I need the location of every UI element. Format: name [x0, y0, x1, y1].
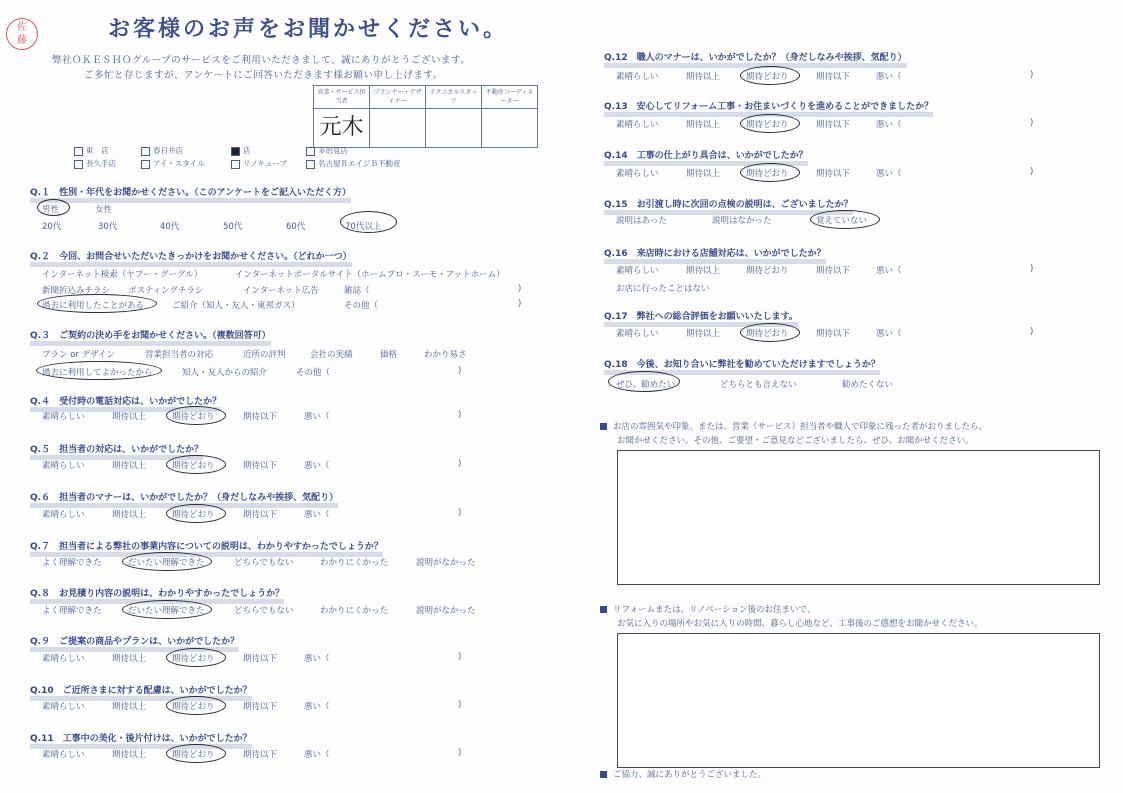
paren-close: ): [458, 748, 462, 758]
checkbox-icon: [141, 147, 150, 156]
q12-option-0[interactable]: 素晴らしい: [616, 72, 659, 82]
store-checked[interactable]: 店: [231, 145, 251, 156]
q11-option-2[interactable]: 期待どおり: [172, 750, 215, 760]
seal-stamp: 佐藤: [6, 18, 38, 50]
answer-circle: [740, 163, 800, 182]
staff-header-technical: テクニカルスタッフ: [426, 86, 482, 109]
q2-opt-webad[interactable]: インターネット広告: [243, 286, 319, 296]
q2-opt-newspaper[interactable]: 新聞折込みチラシ: [42, 286, 111, 296]
q17-option-2[interactable]: 期待どおり: [746, 329, 789, 339]
q9-option-3[interactable]: 期待以下: [243, 654, 278, 664]
checkbox-checked-icon: [231, 147, 240, 156]
q2-opt-other[interactable]: その他（: [344, 301, 379, 311]
staff-header-realestate: 不動産コーディネーター: [482, 86, 538, 109]
free2-textarea[interactable]: [617, 633, 1100, 768]
q10-option-4[interactable]: 悪い（: [304, 702, 330, 712]
q7-option-0[interactable]: よく理解できた: [42, 558, 102, 568]
q6-option-0[interactable]: 素晴らしい: [42, 510, 85, 520]
paren-close: ): [1030, 327, 1034, 337]
q2-opt-search[interactable]: インターネット検索（ヤフー・グーグル）: [42, 270, 203, 280]
q18-label: Q.18 今後、お知り合いに弊社を勧めていただけますでしょうか？: [604, 357, 880, 370]
checkbox-icon: [306, 147, 315, 156]
q3-opt-sales[interactable]: 営業担当者の対応: [145, 350, 214, 360]
q14-option-1[interactable]: 期待以上: [686, 169, 721, 179]
staff-cell-realestate[interactable]: [482, 109, 538, 148]
q18-opt-no[interactable]: 勧めたくない: [842, 380, 894, 390]
q1-age-50[interactable]: 50代: [223, 222, 243, 232]
paren-close: ): [458, 366, 462, 376]
q14-label: Q.14 工事の仕上がり具合は、いかがでしたか？: [604, 148, 808, 161]
q14-option-3[interactable]: 期待以下: [816, 169, 851, 179]
q2-opt-referral[interactable]: ご紹介（知人・友人・東邦ガス）: [172, 301, 300, 311]
answer-circle: [810, 210, 880, 229]
q8-option-3[interactable]: わかりにくかった: [320, 606, 389, 616]
answer-circle: [122, 600, 212, 619]
q1-male[interactable]: 男性: [42, 205, 60, 215]
answer-circle: [740, 323, 800, 342]
q13-option-2[interactable]: 期待どおり: [746, 120, 789, 130]
q11-option-1[interactable]: 期待以上: [112, 750, 147, 760]
q17-option-4[interactable]: 悪い（: [876, 329, 902, 339]
answer-circle: [740, 66, 800, 85]
q2-opt-posting[interactable]: ポスティングチラシ: [128, 286, 204, 296]
q15-opt-not-explained[interactable]: 説明はなかった: [712, 216, 772, 226]
q11-option-3[interactable]: 期待以下: [243, 750, 278, 760]
q17-option-3[interactable]: 期待以下: [816, 329, 851, 339]
checkbox-icon: [74, 160, 83, 169]
q8-option-2[interactable]: どちらでもない: [234, 606, 294, 616]
q17-label: Q.17 弊社への総合評価をお願いいたします。: [604, 309, 798, 322]
paren-close: ): [518, 299, 522, 309]
q6-option-1[interactable]: 期待以上: [112, 510, 147, 520]
q8-option-1[interactable]: だいたい理解できた: [128, 606, 205, 616]
q1-age-30[interactable]: 30代: [98, 222, 118, 232]
q3-opt-clarity[interactable]: わかり易さ: [424, 350, 467, 360]
q3-opt-record[interactable]: 会社の実績: [310, 350, 353, 360]
free2-prompt-line2: お気に入りの場所やお気に入りの時間、暮らし心地など、工事後のご感想をお聞かせください。: [617, 619, 983, 629]
q18-opt-yes[interactable]: ぜひ、勧めたい: [616, 380, 676, 390]
paren-close: ): [1030, 118, 1034, 128]
q1-female[interactable]: 女性: [95, 205, 113, 215]
answer-circle: [166, 648, 226, 667]
bullet-icon: [600, 606, 607, 613]
q2-opt-portal[interactable]: インターネットポータルサイト（ホームプロ・スーモ・アットホーム）: [235, 270, 505, 280]
q2-opt-past-use[interactable]: 過去に利用したことがある: [42, 301, 145, 311]
q5-option-2[interactable]: 期待どおり: [172, 461, 215, 471]
answer-circle: [166, 455, 226, 474]
q18-opt-neutral[interactable]: どちらとも言えない: [720, 380, 797, 390]
paren-close: ): [458, 652, 462, 662]
q1-age-70plus[interactable]: 70代以上: [345, 222, 382, 232]
q5-option-1[interactable]: 期待以上: [112, 461, 147, 471]
q14-option-4[interactable]: 悪い（: [876, 169, 902, 179]
q5-option-0[interactable]: 素晴らしい: [42, 461, 85, 471]
q3-opt-reputation[interactable]: 近所の評判: [243, 350, 286, 360]
q8-label: Q.８ お見積り内容の説明は、わかりやすかったでしょうか？: [30, 586, 284, 599]
paren-close: ): [458, 459, 462, 469]
q1-label: Q.１ 性別・年代をお聞かせください。（このアンケートをご記入いただく方）: [30, 185, 351, 198]
q16-label: Q.16 来店時における店舗対応は、いかがでしたか？: [604, 246, 826, 259]
q15-opt-dont-remember[interactable]: 覚えていない: [816, 216, 868, 226]
q4-option-4[interactable]: 悪い（: [304, 412, 330, 422]
q3-opt-other[interactable]: その他（: [296, 368, 331, 378]
q5-option-4[interactable]: 悪い（: [304, 461, 330, 471]
q14-option-2[interactable]: 期待どおり: [746, 169, 789, 179]
store-east[interactable]: 東 店: [74, 145, 109, 156]
staff-cell-planner[interactable]: [370, 109, 426, 148]
q3-opt-friend[interactable]: 知人・友人からの紹介: [182, 368, 268, 378]
q12-label: Q.12 職人のマナーは、いかがでしたか？（身だしなみや挨拶、気配り）: [604, 50, 907, 63]
store-nagakute[interactable]: 長久手店: [74, 158, 116, 169]
q13-option-3[interactable]: 期待以下: [816, 120, 851, 130]
page-title: お客様のお声をお聞かせください。: [108, 17, 509, 42]
q17-option-1[interactable]: 期待以上: [686, 329, 721, 339]
q7-option-3[interactable]: わかりにくかった: [320, 558, 389, 568]
q9-option-0[interactable]: 素晴らしい: [42, 654, 85, 664]
paren-close: ): [1030, 70, 1034, 80]
q4-option-1[interactable]: 期待以上: [112, 412, 147, 422]
answer-circle: [740, 114, 800, 133]
store-renocube[interactable]: リノキューブ: [231, 158, 287, 169]
store-kasugai[interactable]: 春日井店: [141, 145, 183, 156]
q2-opt-magazine[interactable]: 雑誌（: [344, 286, 370, 296]
q16-option-0[interactable]: 素晴らしい: [616, 266, 659, 276]
q13-option-1[interactable]: 期待以上: [686, 120, 721, 130]
q10-option-2[interactable]: 期待どおり: [172, 702, 215, 712]
q15-opt-explained[interactable]: 説明はあった: [616, 216, 667, 226]
q12-option-1[interactable]: 期待以上: [686, 72, 721, 82]
q16-opt-never-visited[interactable]: お店に行ったことはない: [616, 284, 710, 294]
q12-option-3[interactable]: 期待以下: [816, 72, 851, 82]
bullet-icon: [600, 771, 607, 778]
checkbox-icon: [141, 160, 150, 169]
staff-table: [313, 85, 538, 148]
paren-close: ): [458, 410, 462, 420]
q13-option-4[interactable]: 悪い（: [876, 120, 902, 130]
q7-option-4[interactable]: 説明がなかった: [416, 558, 476, 568]
q7-option-2[interactable]: どちらでもない: [234, 558, 294, 568]
staff-header-planner: プランナー・デザイナー: [370, 86, 426, 109]
free1-prompt-line2: お聞かせください。その他、ご要望・ご意見などございましたら、ぜひ、お聞かせください。: [617, 436, 974, 446]
q9-label: Q.９ ご提案の商品やプランは、いかがでしたか？: [30, 634, 239, 647]
q8-option-0[interactable]: よく理解できた: [42, 606, 102, 616]
q13-label: Q.13 安心してリフォーム工事・お住まいづくりを進めることができましたか？: [604, 99, 933, 112]
thanks-message: ご協力、誠にありがとうございました。: [600, 768, 766, 780]
answer-circle: [36, 361, 162, 380]
bullet-icon: [600, 423, 607, 430]
q10-option-3[interactable]: 期待以下: [243, 702, 278, 712]
q9-option-2[interactable]: 期待どおり: [172, 654, 215, 664]
q5-option-3[interactable]: 期待以下: [243, 461, 278, 471]
paren-close: ): [1030, 264, 1034, 274]
intro-line-1: 弊社ＯＫＥＳＨＯグループのサービスをご利用いただきまして、誠にありがとうございます。: [52, 55, 471, 66]
q4-option-0[interactable]: 素晴らしい: [42, 412, 85, 422]
q1-age-60[interactable]: 60代: [286, 222, 306, 232]
q4-option-2[interactable]: 期待どおり: [172, 412, 215, 422]
q16-option-1[interactable]: 期待以上: [686, 266, 721, 276]
q10-option-1[interactable]: 期待以上: [112, 702, 147, 712]
answer-circle: [340, 211, 397, 233]
free1-prompt-line1: お店の雰囲気や印象。または、営業（サービス）担当者や職人で印象に残った者がおりましたら、: [600, 420, 987, 432]
answer-circle: [122, 552, 212, 571]
q10-label: Q.10 ご近所さまに対する配慮は、いかがでしたか？: [30, 683, 252, 696]
q16-option-3[interactable]: 期待以下: [816, 266, 851, 276]
answer-circle: [37, 199, 70, 216]
q7-option-1[interactable]: だいたい理解できた: [128, 558, 205, 568]
q8-option-4[interactable]: 説明がなかった: [416, 606, 476, 616]
store-nagoya-realestate[interactable]: 名古屋ＲエイジＢ不動産: [306, 158, 401, 169]
checkbox-icon: [231, 160, 240, 169]
q3-opt-plan[interactable]: プラン or デザイン: [42, 350, 116, 360]
handwritten-name: 元木: [319, 115, 364, 140]
checkbox-icon: [74, 147, 83, 156]
answer-circle: [166, 744, 226, 763]
answer-circle: [166, 504, 226, 523]
q17-option-0[interactable]: 素晴らしい: [616, 329, 659, 339]
paren-close: ): [1030, 167, 1034, 177]
checkbox-icon: [306, 160, 315, 169]
answer-circle: [166, 696, 226, 715]
q6-option-4[interactable]: 悪い（: [304, 510, 330, 520]
q1-age-20[interactable]: 20代: [42, 222, 62, 232]
store-tajimi[interactable]: 多治見店: [306, 145, 348, 156]
q6-label: Q.６ 担当者のマナーは、いかがでしたか？（身だしなみや挨拶、気配り）: [30, 490, 338, 503]
staff-cell-technical[interactable]: [426, 109, 482, 148]
q4-option-3[interactable]: 期待以下: [243, 412, 278, 422]
q7-label: Q.７ 担当者による弊社の事業内容についての説明は、わかりやすかったでしょうか？: [30, 539, 383, 552]
paren-close: ): [458, 508, 462, 518]
q12-option-2[interactable]: 期待どおり: [746, 72, 789, 82]
q9-option-1[interactable]: 期待以上: [112, 654, 147, 664]
q11-label: Q.11 工事中の美化・後片付けは、いかがでしたか？: [30, 731, 252, 744]
q9-option-4[interactable]: 悪い（: [304, 654, 330, 664]
q11-option-4[interactable]: 悪い（: [304, 750, 330, 760]
staff-cell-sales[interactable]: [314, 109, 370, 148]
q11-option-0[interactable]: 素晴らしい: [42, 750, 85, 760]
store-istyle[interactable]: アイ・スタイル: [141, 158, 205, 169]
q14-option-0[interactable]: 素晴らしい: [616, 169, 659, 179]
answer-circle: [37, 294, 157, 313]
answer-circle: [166, 406, 226, 425]
q13-option-0[interactable]: 素晴らしい: [616, 120, 659, 130]
q6-option-2[interactable]: 期待どおり: [172, 510, 215, 520]
q12-option-4[interactable]: 悪い（: [876, 72, 902, 82]
q16-option-2[interactable]: 期待どおり: [746, 266, 789, 276]
staff-header-sales: 営業・サービス担当者: [314, 86, 370, 109]
q2-label: Q.２ 今回、お問合せいただいたきっかけをお聞かせください。（どれか一つ）: [30, 249, 352, 262]
free2-prompt-line1: リフォームまたは、リノベーション後のお住まいで、: [600, 603, 815, 615]
paren-close: ): [518, 284, 522, 294]
answer-circle: [608, 371, 680, 392]
paren-close: ): [458, 700, 462, 710]
q16-option-4[interactable]: 悪い（: [876, 266, 902, 276]
q1-age-40[interactable]: 40代: [160, 222, 180, 232]
q15-label: Q.15 お引渡し時に次回の点検の説明は、ございましたか？: [604, 197, 853, 210]
intro-line-2: ご多忙と存じますが、アンケートにご回答いただきます様お願い申し上げます。: [84, 70, 443, 81]
q5-label: Q.５ 担当者の対応は、いかがでしたか？: [30, 442, 203, 455]
q6-option-3[interactable]: 期待以下: [243, 510, 278, 520]
q3-opt-price[interactable]: 価格: [380, 350, 398, 360]
free1-textarea[interactable]: [617, 450, 1100, 585]
q10-option-0[interactable]: 素晴らしい: [42, 702, 85, 712]
q4-label: Q.４ 受付時の電話対応は、いかがでしたか？: [30, 394, 221, 407]
q3-label: Q.３ ご契約の決め手をお聞かせください。（複数回答可）: [30, 328, 271, 341]
q3-opt-past-good[interactable]: 過去に利用してよかったから: [42, 368, 153, 378]
